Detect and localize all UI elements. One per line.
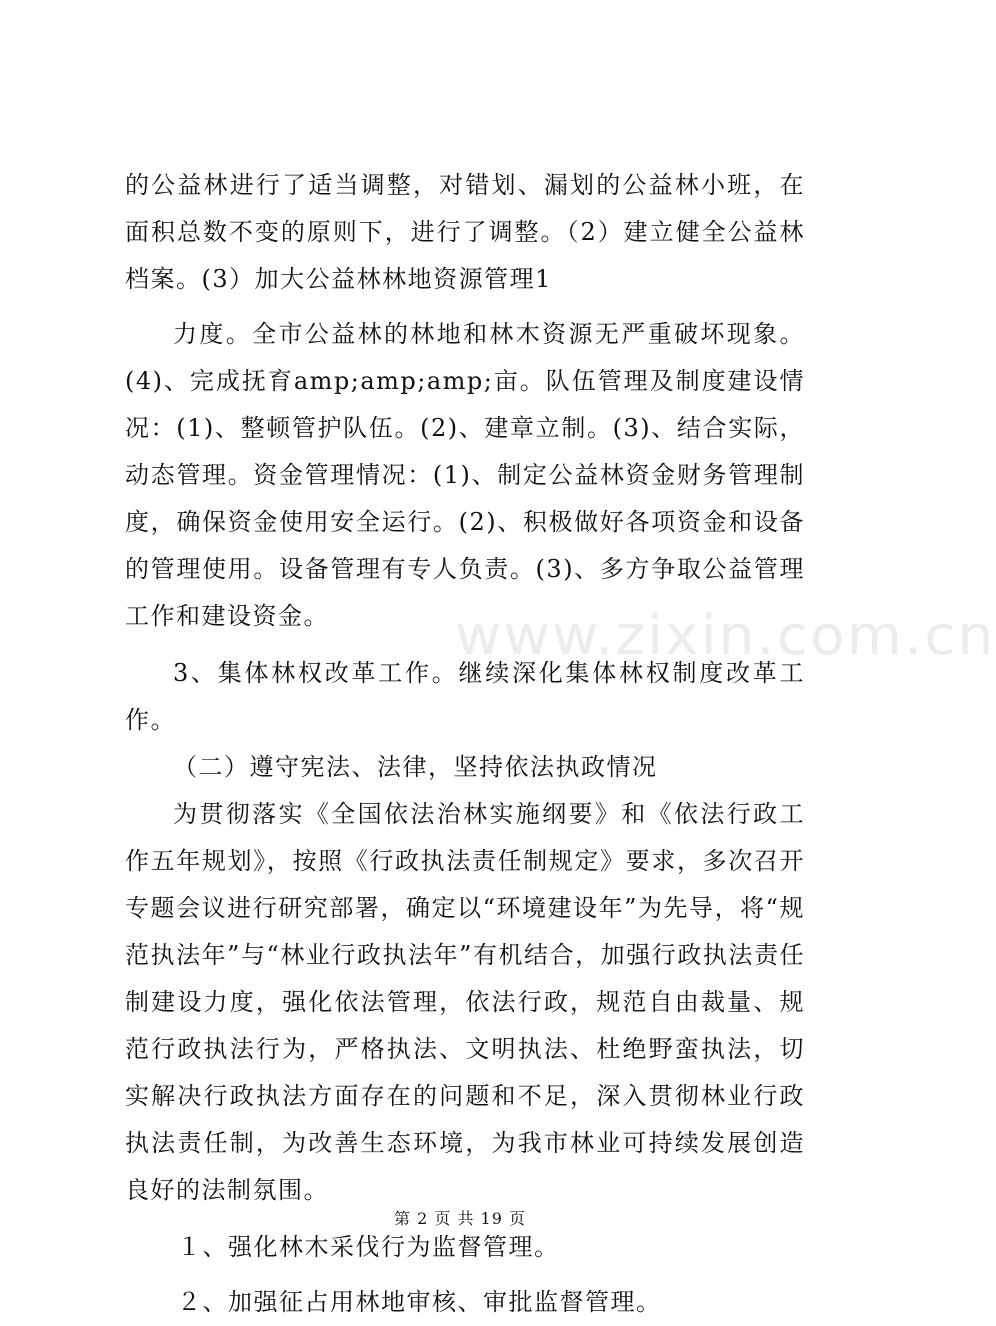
document-body (125, 162, 805, 1326)
watermark-text: www.zixin.com.cn (455, 604, 996, 667)
paragraph-forest-rights-reform: 3、集体林权改革工作。继续深化集体林权制度改革工作。 (125, 659, 805, 734)
list-item-land-use-approval: ２、加强征占用林地审核、审批监督管理。 (177, 1288, 662, 1316)
page-number-footer: 第 2 页 共 19 页 (394, 1209, 526, 1228)
paragraph-law-enforcement: 为贯彻落实《全国依法治林实施纲要》和《依法行政工作五年规划》，按照《行政执法责任制规定》要求，多次召开专题会议进行研究部署，确定以“环境建设年”为先导，将“规范执法年”与“林业行政执法年”有机结合，加强行政执法责任制建设力度，强化依法管理，依法行政，规范自由裁量、规范行政执法行为，严格执法、文明执法、杜绝野蛮执法，切实解决行政执法方面存在的问题和不足，深入贯彻林业行政执法责任制，为改善生态环境，为我市林业可持续发展创造良好的法制氛围。 (125, 800, 805, 1204)
paragraph-forest-adjustment: 的公益林进行了适当调整，对错划、漏划的公益林小班，在面积总数不变的原则下，进行了调整。（2）建立健全公益林档案。(3）加大公益林林地资源管理1 (125, 171, 805, 293)
paragraph-resource-management: 力度。全市公益林的林地和林木资源无严重破坏现象。(4)、完成抚育amp;amp;amp;亩。队伍管理及制度建设情况：(1)、整顿管护队伍。(2)、建章立制。(3)、结合实际，动态管理。资金管理情况：(1)、制定公益林资金财务管理制度，确保资金使用安全运行。(2)、积极做好各项资金和设备的管理使用。设备管理有专人负责。(3)、多方争取公益管理工作和建设资金。 (125, 320, 805, 630)
section-heading-law-enforcement: （二）遵守宪法、法律，坚持依法执政情况 (173, 753, 658, 781)
list-item-logging-supervision: １、强化林木采伐行为监督管理。 (177, 1233, 560, 1261)
